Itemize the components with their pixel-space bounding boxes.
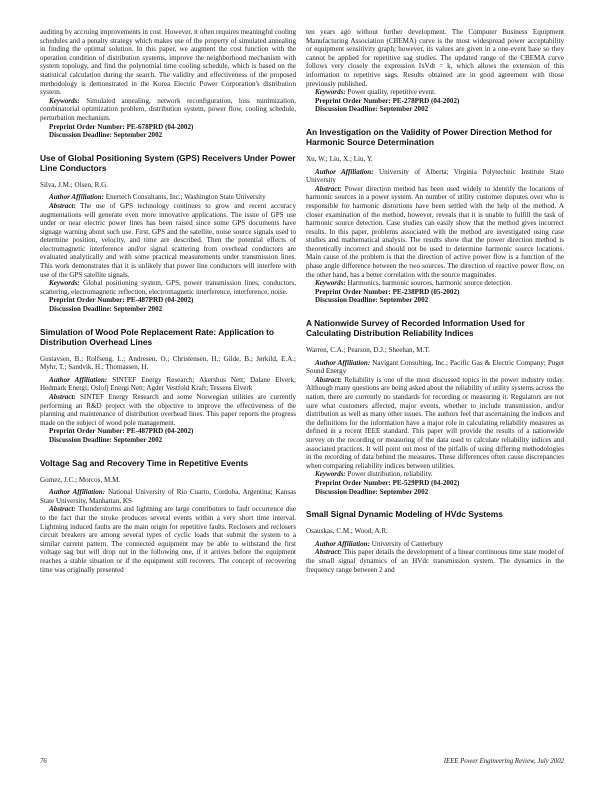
article-authors: Gomez, J.C.; Morcos, M.M. <box>40 475 121 484</box>
article-title: Small Signal Dynamic Modeling of HVdc Systems <box>306 509 503 520</box>
article-authors: Osauskas, C.M.; Wood, A.R. <box>306 527 388 536</box>
page-number: 76 <box>40 758 47 765</box>
article-affiliation: Author Affiliation: Navigant Consulting, Inc.; Pacific Gas & Electric Company; Puget Sound Energy <box>306 358 565 376</box>
article-preprint-order: Preprint Order Number: PE-487PRD (04-2002) <box>49 427 194 436</box>
article-title: Voltage Sag and Recovery Time in Repetitive Events <box>40 457 249 468</box>
right-continued-discussion-deadline: Discussion Deadline: September 2002 <box>315 105 429 114</box>
article-preprint-order: Preprint Order Number: PE-238PRD (05-2002) <box>315 287 460 296</box>
article-affiliation: Author Affiliation: University of Alberta; Virginia Polytechnic Institute State University <box>306 167 564 185</box>
article-preprint-order: Preprint Order Number: PE-487PRD (04-2002) <box>49 296 194 305</box>
article-abstract: Abstract: This paper details the development of a linear continuous time state model of the small signal dynamics of an HVdc transmission system. The dynamics in the frequency range between 2 and <box>306 548 564 574</box>
article-discussion-deadline: Discussion Deadline: September 2002 <box>315 296 429 305</box>
article-hvdc-modeling <box>306 509 564 574</box>
article-affiliation: Author Affiliation: Enertech Consultants, Inc.; Washington State University <box>49 193 266 202</box>
article-affiliation: Author Affiliation: University of Canterbury <box>315 539 444 548</box>
article-affiliation: Author Affiliation: SINTEF Energy Research; Akershus Nett; Dalane Elverk; Hedmark Energi; Oslofj Energi Nett; Agder Vestfold Kraft; Tessens Elverk <box>40 375 296 393</box>
continued-abstract-text: auditing by accruing improvements in cost. However, it often requires meaningful cooling schedules and a penalty strategy which makes use of the property of simulated annealing in finding the optimal solution. In this paper, we augment the cost function with the operation condition of distribution systems, improve the neighborhood mechanism with system topology, and find the polynomial time cooling schedule, which is based on the statistical calculation during the search. The validity and effectiveness of the proposed methodology is demonstrated in the Korea Electric Power Corporation's distribution system. <box>40 28 297 97</box>
right-continued-preprint-order: Preprint Order Number: PE-278PRD (04-2002) <box>315 96 460 105</box>
article-title: A Nationwide Survey of Recorded Information Used for Calculating Distribution Reliability Indices <box>306 318 525 339</box>
article-title: Simulation of Wood Pole Replacement Rate: Application to Distribution Overhead Lines <box>40 326 275 347</box>
article-abstract: Abstract: Power direction method has been used widely to identify the locations of harmonic sources in a power system. An number of utility customer disputes over who is responsible for harmonic distortions have been settled with the help of the method. A closer examination of the method, however, reveals that it is unable to fulfill the task of harmonic source detection. Case studies can easily show that the method gives incorrect results. In this paper, problems associated with the method are investigated using case studies and mathematical analysis. The results show that the power direction method is theoretically incorrect and should not be used to determine harmonic source locations. Main cause of the problem is that the direction of active power flow is a function of the phase angle difference between the two sources. The direction of reactive power flow, on the other hand, has a better correlation with the source magnitudes. <box>306 184 564 279</box>
continued-preprint-order: Preprint Order Number: PE-678PRD (04-2002) <box>49 122 194 131</box>
continued-discussion-deadline: Discussion Deadline: September 2002 <box>49 131 163 140</box>
article-gps <box>40 153 296 314</box>
article-power-direction <box>306 127 564 305</box>
right-continued-article <box>306 28 564 114</box>
article-discussion-deadline: Discussion Deadline: September 2002 <box>49 435 163 444</box>
article-voltage-sag <box>40 458 296 575</box>
article-authors: Silva, J.M.; Olsen, R.G. <box>40 180 108 189</box>
article-abstract: Abstract: The use of GPS technology continues to grow and recent accuracy augmentations will generate even more innovative applications. The issue of GPS use under or near electric power lines has been raised since some GPS documents have signage warning about such use. First, GPS and the satellite, noise source signals used to determine position, velocity, and time are described. Then the potential effects of electromagnetic interference and/or signal scattering from overhead conductors are evaluated analytically and with some practical measurements under transmission lines. This work demonstrates that it is unlikely that power line conductors will interfere with use of the GPS satellite signals. <box>40 201 296 279</box>
article-keywords: Keywords: Power distribution, reliability. <box>315 470 433 479</box>
article-authors: Xu, W.; Liu, X.; Liu, Y. <box>306 154 373 163</box>
article-title: An Investigation on the Validity of Power Direction Method for Harmonic Source Determination <box>306 126 553 147</box>
left-column <box>40 28 296 587</box>
article-title: Use of Global Positioning System (GPS) Receivers Under Power Line Conductors <box>40 152 296 173</box>
article-abstract: Abstract: Reliability is one of the most discussed topics in the power industry today. Although many questions are being asked about the reliability of utility systems across the nation, there are currently no standards for recording or measuring it. Regulators are not sure what customers affected, major events, whether to include transmission, and/or distribution as well as many other issues. The authors feel that ascertaining the indices and the definitions for the information have a major role in calculating reliability measures as defined in a recent IEEE standard. This paper will provide the results of a nationwide survey on the recording or measuring of the data used to calculate reliability indices and associated practices. It will point out most of the pitfalls of using differing methodologies in the recording of data behind the measures. These differences often cause discrepancies when comparing reliability indices between utilities. <box>306 375 564 470</box>
right-continued-text: ten years ago without further development. The Computer Business Equipment Manufacturing Association (CBEMA) curve is the most widespread power acceptability or equipment sensitivity graph; however, its values are given in a one-event base so they cannot be applied for repetitive sag studies. The updated range of the CBEMA curve follows very closely the expression IxVdt = k, which allows the extension of this information to repetitive sags. Results obtained are in good agreement with those previously published. <box>306 28 564 88</box>
article-keywords: Keywords: Global positioning system, GPS, power transmission lines, conductors, scattering, electromagnetic reflection, electromagnetic interference, interference, noise. <box>40 279 296 296</box>
right-continued-keywords: Keywords: Power quality, repetitive event. <box>315 88 436 97</box>
continued-keywords: Keywords: Simulated annealing, network reconfiguration, loss minimization, combinatorial optimization problem, distribution system, power flow, cooling schedule, perturbation mechanism. <box>40 96 296 122</box>
article-authors: Warren, C.A.; Pearson, D.J.; Sheehan, M.T. <box>306 346 430 355</box>
journal-footer: IEEE Power Engineering Review, July 2002 <box>443 758 564 765</box>
article-discussion-deadline: Discussion Deadline: September 2002 <box>315 487 429 496</box>
continued-article <box>40 28 296 140</box>
article-wood-pole <box>40 327 296 445</box>
article-affiliation: Author Affiliation: National University of Rio Cuarto, Cordoba, Argentina; Kansas State University, Manhattan, KS <box>40 488 296 505</box>
right-column <box>306 28 564 587</box>
article-discussion-deadline: Discussion Deadline: September 2002 <box>49 305 163 314</box>
article-abstract: Abstract: SINTEF Energy Research and some Norwegian utilities are currently performing an R&D project with the objective to improve the effectiveness of the planning and maintenance of distribution overhead lines. This paper reports the progress made on the subject of wood pole management. <box>40 393 296 427</box>
article-preprint-order: Preprint Order Number: PE-529PRD (04-2002) <box>315 478 460 487</box>
article-authors: Gustavsen, B.; Rolfseng, L.; Andresen, O.; Christensen, H.; Gilde, B.; Jørkild, E.A.; Myhr, T.; Sandvik, H.; Thomassen, H. <box>40 354 296 372</box>
article-reliability-survey <box>306 318 564 496</box>
article-keywords: Keywords: Harmonics, harmonic sources, harmonic source detection. <box>315 279 513 288</box>
article-abstract: Abstract: Thunderstorms and lightning are large contributors to fault occurrence due to the fact that the stroke produces several events within a very short time interval. Lightning induced faults are the main origin for repetitive faults. Reclosers and reclosers circuit breakers are among several types of cyclic loads that submit the system to a similar current pattern. The connected equipment may be able to withstand the first voltage sag but will drop out in the following one, if it arrives before the equipment reaches a stable situation or if the equipment still recovers. The concept of recovering time was originally presented <box>40 505 296 574</box>
